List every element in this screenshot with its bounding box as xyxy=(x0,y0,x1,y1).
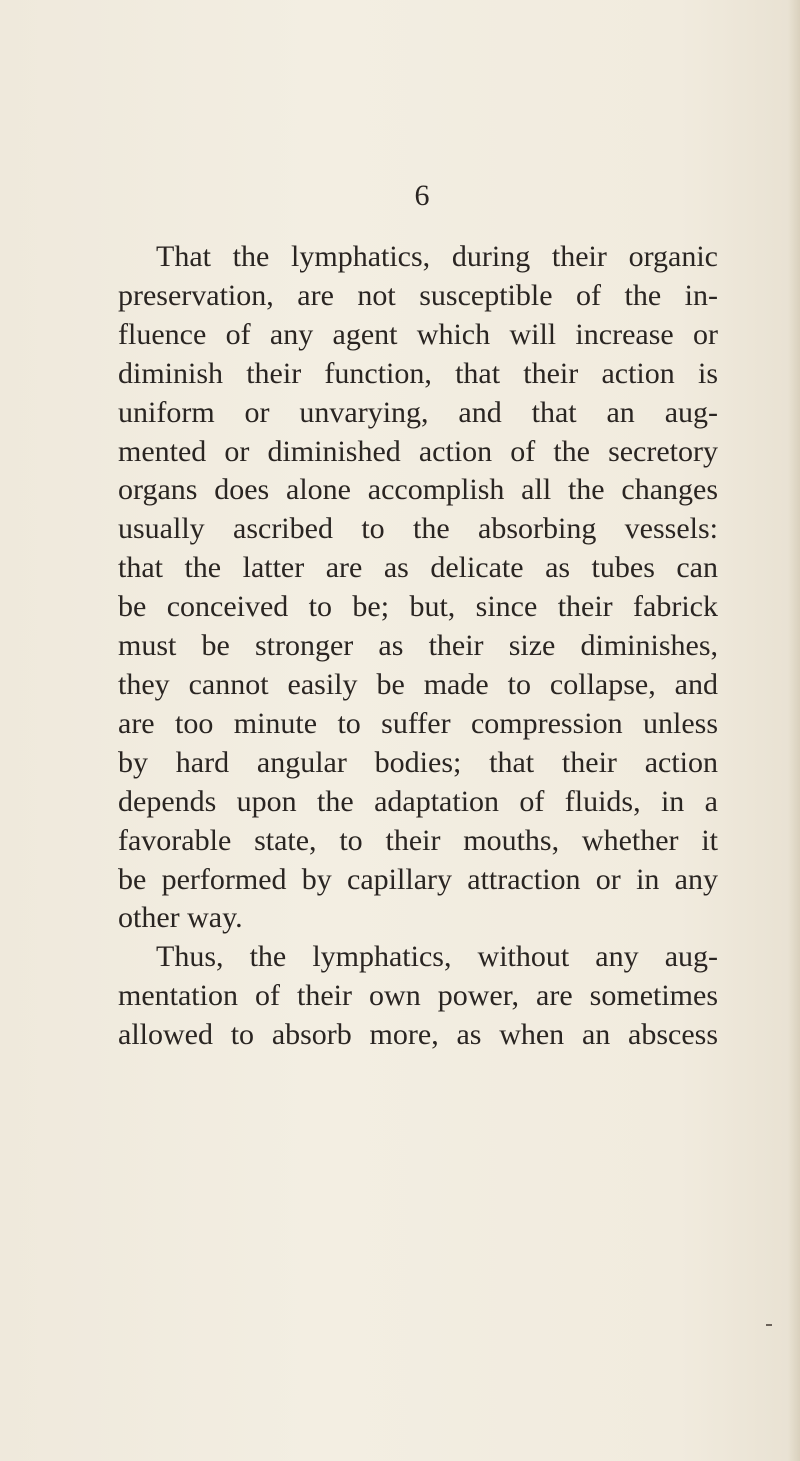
text-line: they cannot easily be made to collapse, and xyxy=(118,667,718,701)
text-line: be conceived to be; but, since their fabrick xyxy=(118,590,718,624)
text-line: allowed to absorb more, as when an abscess xyxy=(118,1018,718,1052)
text-line: depends upon the adaptation of fluids, in a xyxy=(118,784,718,818)
text-line: other way. xyxy=(118,901,243,935)
text-line: Thus, the lymphatics, without any aug- xyxy=(156,940,718,974)
margin-mark xyxy=(766,1324,772,1326)
page-number: 6 xyxy=(414,179,430,212)
text-line: That the lymphatics, during their organic xyxy=(156,240,718,273)
text-line: diminish their function, that their action is xyxy=(118,356,718,390)
text-line: by hard angular bodies; that their action xyxy=(118,745,718,779)
text-line: uniform or unvarying, and that an aug- xyxy=(118,395,718,429)
text-line: mented or diminished action of the secretory xyxy=(118,434,718,468)
text-line: fluence of any agent which will increase or xyxy=(118,317,718,351)
text-line: be performed by capillary attraction or in any xyxy=(118,862,718,896)
text-line: are too minute to suffer compression unless xyxy=(118,706,718,740)
text-line: must be stronger as their size diminishes, xyxy=(118,629,718,663)
page-edge-shadow xyxy=(788,0,800,1461)
text-line: preservation, are not susceptible of the in- xyxy=(118,278,718,312)
text-line: that the latter are as delicate as tubes can xyxy=(118,551,718,585)
text-line: favorable state, to their mouths, whether it xyxy=(118,823,718,857)
text-line: mentation of their own power, are sometimes xyxy=(118,979,718,1013)
text-line: organs does alone accomplish all the changes xyxy=(118,473,718,507)
text-line: usually ascribed to the absorbing vessels: xyxy=(118,512,718,546)
body-text xyxy=(118,238,718,1055)
